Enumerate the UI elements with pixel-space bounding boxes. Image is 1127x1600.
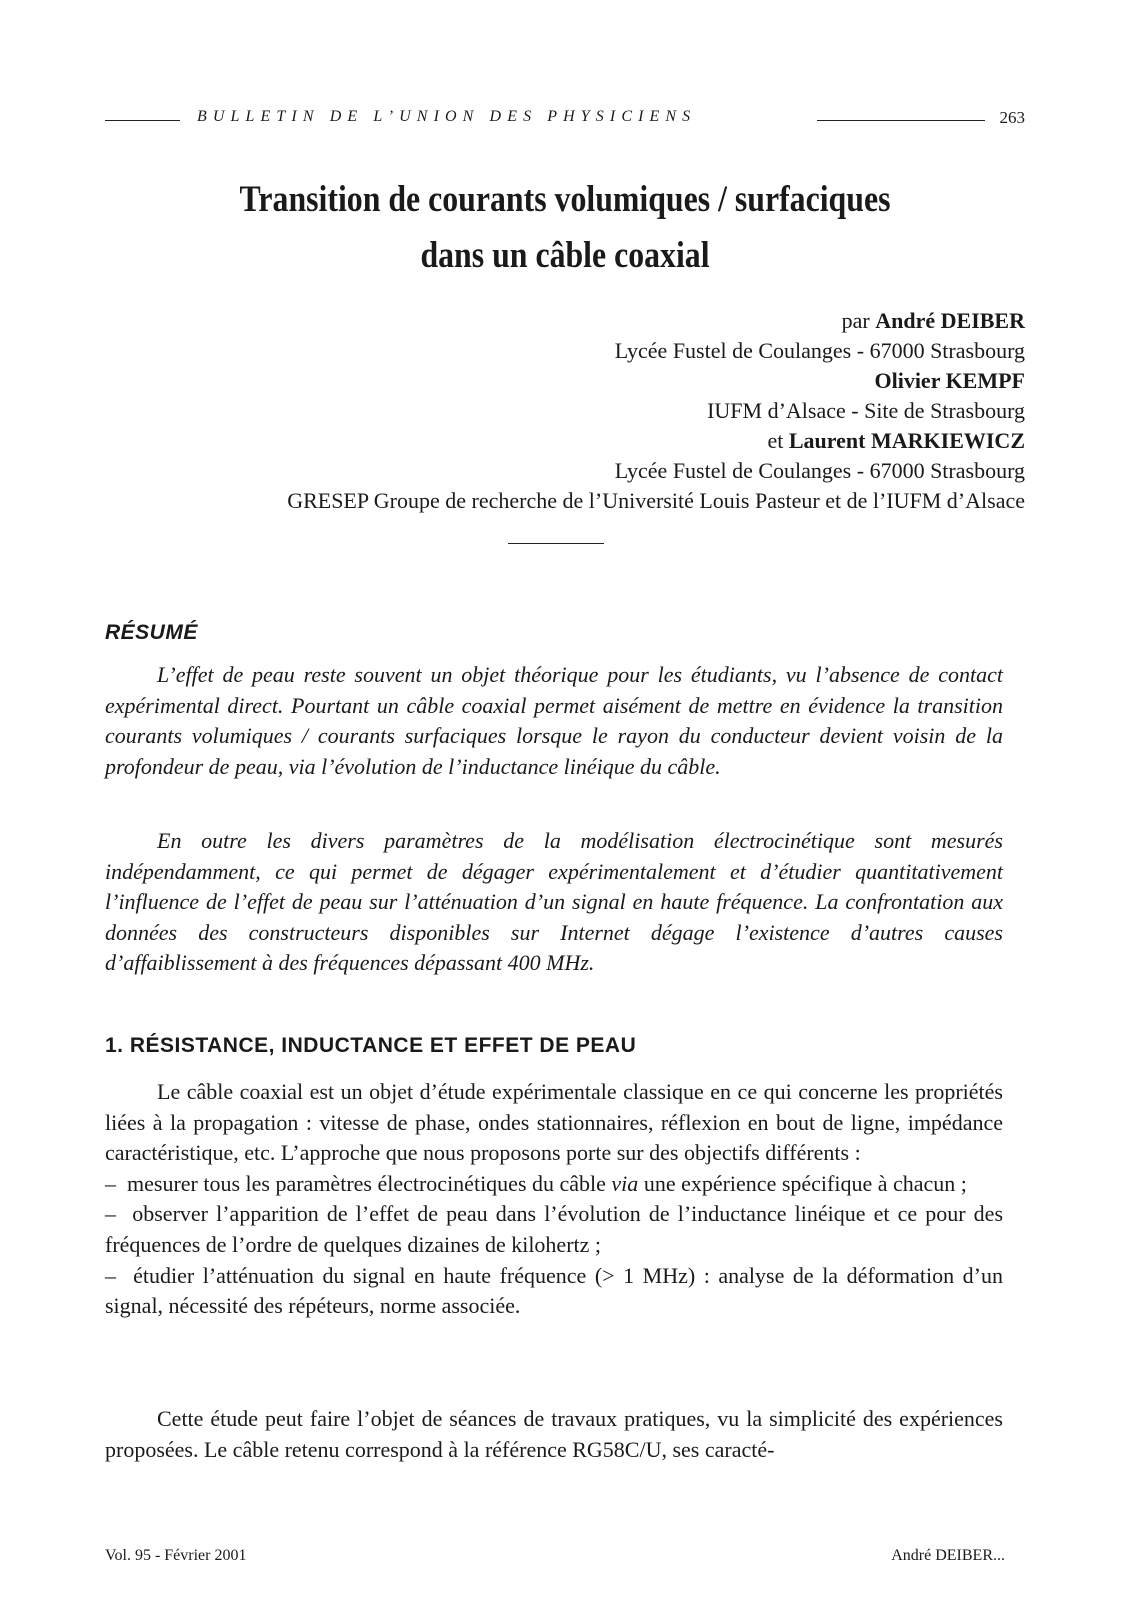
research-group: GRESEP Groupe de recherche de l’Université Louis Pasteur et de l’IUFM d’Alsace <box>287 488 1025 513</box>
title-line-1: Transition de courants volumiques / surfaciques <box>239 179 891 220</box>
section-1-paragraph-2: Cette étude peut faire l’objet de séances de travaux pratiques, vu la simplicité des expériences proposées. Le câble retenu correspond à la référence RG58C/U, ses caracté- <box>105 1406 1003 1462</box>
abstract-paragraph-2: En outre les divers paramètres de la modélisation électrocinétique sont mesurés indépendamment, ce qui permet de dégager expérimentalement et d’étudier quantitativement l’influence de l’effet de peau sur l’atténuation d’un signal en haute fréquence. La confrontation aux données des constructeurs disponibles sur Internet dégage l’existence d’autres causes d’affaiblissement à des fréquences dépassant 400 MHz. <box>105 828 1003 976</box>
author-line-1 <box>105 306 1025 336</box>
list-item-1-italic: via <box>611 1170 639 1196</box>
list-dash: – <box>105 1170 116 1196</box>
abstract-heading: RÉSUMÉ <box>105 621 198 644</box>
running-head-rule-right <box>817 120 985 121</box>
author-affiliation-3: Lycée Fustel de Coulanges - 67000 Strasbourg <box>614 458 1025 483</box>
footer-issue: Vol. 95 - Février 2001 <box>105 1547 247 1564</box>
footer-author-ref: André DEIBER... <box>891 1547 1005 1564</box>
author-name-3: Laurent MARKIEWICZ <box>788 428 1025 453</box>
list-item-1-text-b: une expérience spécifique à chacun ; <box>643 1170 967 1196</box>
list-item <box>105 1261 1003 1322</box>
author-line-2 <box>105 366 1025 396</box>
page-number: 263 <box>999 108 1025 127</box>
journal-name: BULLETIN DE L’UNION DES PHYSICIENS <box>197 108 697 125</box>
author-affiliation-2: IUFM d’Alsace - Site de Strasbourg <box>707 398 1025 423</box>
author-name-1: André DEIBER <box>875 308 1025 333</box>
list-dash: – <box>105 1201 116 1227</box>
author-line-3 <box>105 426 1025 456</box>
abstract-paragraph-1: L’effet de peau reste souvent un objet théorique pour les étudiants, vu l’absence de contact expérimental direct. Pourtant un câble coaxial permet aisément de mettre en évidence la transition courants volumiques / courants surfaciques lorsque le rayon du conducteur devient voisin de la profondeur de peau, via l’évolution de l’inductance linéique du câble. <box>105 662 1003 779</box>
list-item-2-text: observer l’apparition de l’effet de peau dans l’évolution de l’inductance linéique et ce pour des fréquences de l’ordre de quelques dizaines de kilohertz ; <box>105 1201 1004 1257</box>
running-head-rule-left <box>105 120 180 121</box>
running-head <box>105 108 1025 132</box>
separator-rule <box>508 543 604 544</box>
list-item <box>105 1169 1003 1200</box>
list-item-1-text-a: mesurer tous les paramètres électrocinétiques du câble <box>127 1170 606 1196</box>
list-dash: – <box>105 1262 116 1288</box>
section-1-heading: 1. RÉSISTANCE, INDUCTANCE ET EFFET DE PEAU <box>105 1034 637 1057</box>
and-prefix: et <box>767 428 784 453</box>
section-1-intro: Le câble coaxial est un objet d’étude expérimentale classique en ce qui concerne les propriétés liées à la propagation : vitesse de phase, ondes stationnaires, réflexion en bout de ligne, impédance caractéristique, etc. L’approche que nous proposons porte sur des objectifs différents : <box>105 1079 1003 1166</box>
by-prefix: par <box>841 308 870 333</box>
list-item <box>105 1199 1003 1260</box>
list-item-3-text: étudier l’atténuation du signal en haute fréquence (> 1 MHz) : analyse de la déformation d’un signal, nécessité des répéteurs, norme associée. <box>105 1262 1003 1319</box>
title-line-2: dans un câble coaxial <box>420 235 710 276</box>
author-affiliation-1: Lycée Fustel de Coulanges - 67000 Strasbourg <box>614 338 1025 363</box>
article-title <box>169 172 960 284</box>
section-1-body <box>105 1077 1003 1322</box>
author-name-2: Olivier KEMPF <box>874 368 1025 393</box>
author-block <box>105 306 1025 516</box>
